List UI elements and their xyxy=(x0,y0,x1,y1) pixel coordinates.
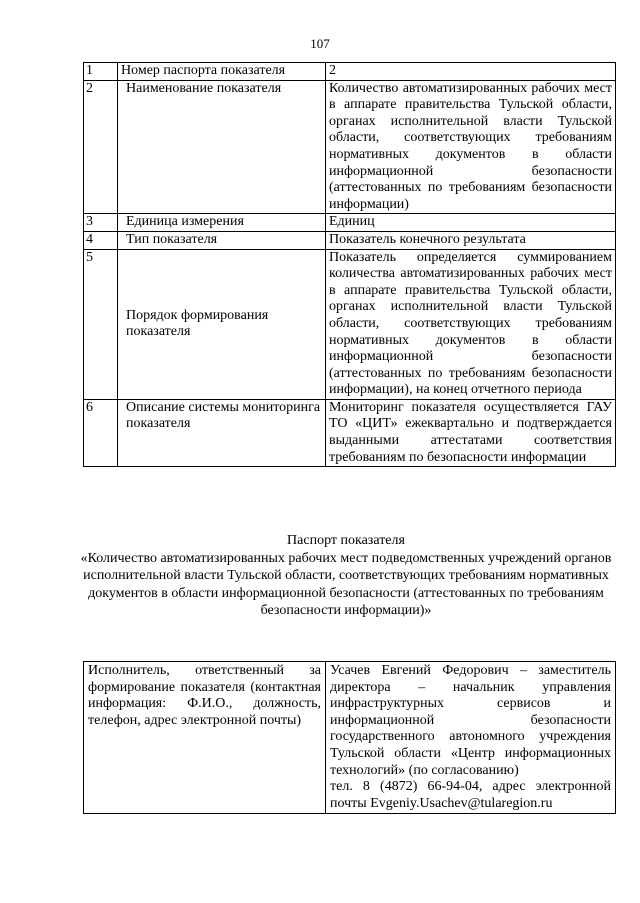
table-row xyxy=(84,214,616,232)
row-number: 6 xyxy=(84,399,118,466)
row-label: Описание системы мониторинга показателя xyxy=(118,399,326,466)
passport-subtitle: «Количество автоматизированных рабочих мест подведомственных учреждений органов исполнительной власти Тульской области, соответствующих требованиям нормативных документов в области информационной безопасности (аттестованных по требованиям безопасности информации)» xyxy=(80,550,612,618)
executor-name-position: Усачев Евгений Федорович – заместитель директора – начальник управления инфраструктурных сервисов и информационной безопасности государственного автономного учреждения Тульской области «Центр информационных технологий» (по согласованию) xyxy=(330,663,611,778)
row-value: Единиц xyxy=(326,214,616,232)
table-row xyxy=(84,399,616,466)
row-label: Порядок формирования показателя xyxy=(118,249,326,399)
row-value: 2 xyxy=(326,63,616,81)
passport-title: Паспорт показателя xyxy=(287,533,405,548)
table-row xyxy=(84,80,616,214)
row-number: 4 xyxy=(84,231,118,249)
passport-heading xyxy=(60,532,632,620)
table-row xyxy=(84,231,616,249)
table-row xyxy=(84,662,616,814)
row-value: Количество автоматизированных рабочих мест в аппарате правительства Тульской области, органах исполнительной власти Тульской области, соответствующих требованиям нормативных документов в области информационной безопасности (аттестованных по требованиям безопасности информации) xyxy=(326,80,616,214)
row-number: 5 xyxy=(84,249,118,399)
executor-table xyxy=(83,661,616,814)
row-number: 1 xyxy=(84,63,118,81)
row-label: Наименование показателя xyxy=(118,80,326,214)
row-number: 3 xyxy=(84,214,118,232)
executor-label: Исполнитель, ответственный за формирование показателя (контактная информация: Ф.И.О., должность, телефон, адрес электронной почты) xyxy=(84,662,326,814)
row-label: Единица измерения xyxy=(118,214,326,232)
row-number: 2 xyxy=(84,80,118,214)
page-number: 107 xyxy=(310,36,330,51)
table-row xyxy=(84,63,616,81)
table-row xyxy=(84,249,616,399)
row-value: Показатель определяется суммированием количества автоматизированных рабочих мест в аппарате правительства Тульской области, органах исполнительной власти Тульской области, соответствующих требованиям нормативных документов в области информационной безопасности (аттестованных по требованиям безопасности информации), на конец отчетного периода xyxy=(326,249,616,399)
executor-contacts: тел. 8 (4872) 66-94-04, адрес электронной почты Evgeniy.Usachev@tularegion.ru xyxy=(330,779,611,811)
row-label: Номер паспорта показателя xyxy=(118,63,326,81)
executor-info xyxy=(326,662,616,814)
indicator-passport-table xyxy=(83,62,616,467)
row-label: Тип показателя xyxy=(118,231,326,249)
row-value: Показатель конечного результата xyxy=(326,231,616,249)
row-value: Мониторинг показателя осуществляется ГАУ ТО «ЦИТ» ежеквартально и подтверждается выданными аттестатами соответствия требованиям по безопасности информации xyxy=(326,399,616,466)
